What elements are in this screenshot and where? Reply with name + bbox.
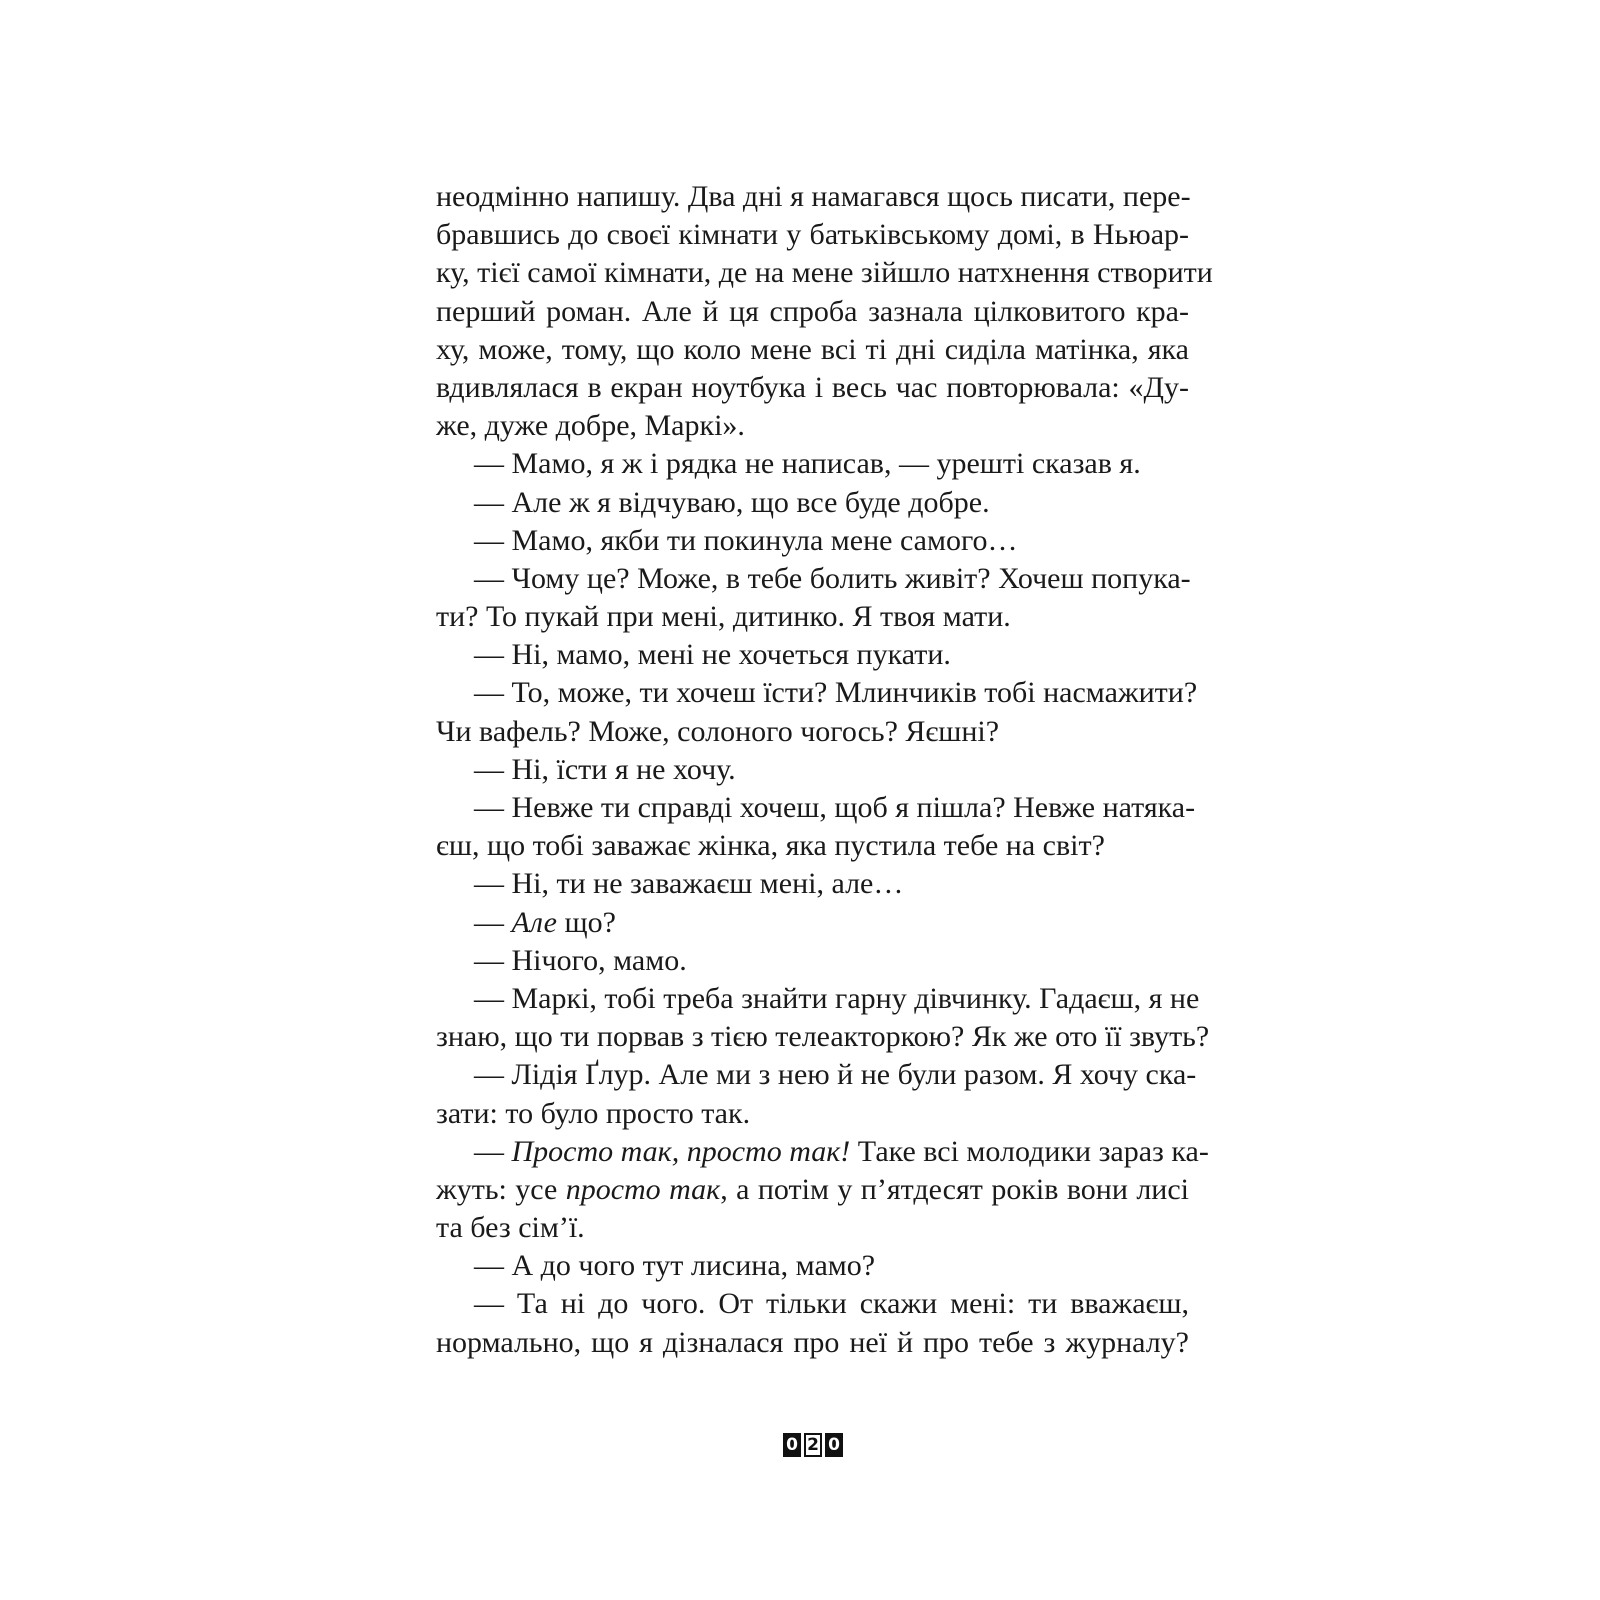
text-line xyxy=(436,1171,1189,1209)
text-span: Таке всі молодики зараз ка- xyxy=(850,1134,1209,1168)
dialogue-line: — Але ж я відчуваю, що все буде добре. xyxy=(474,485,990,519)
dialogue-line xyxy=(436,1133,1209,1171)
dialogue-line: — Ні, їсти я не хочу. xyxy=(474,752,736,786)
text-line: неодмінно напишу. Два дні я намагався щось писати, пере- xyxy=(436,180,1191,213)
dialogue-line: — Лідія Ґлур. Але ми з нею й не були разом. Я хочу ска- xyxy=(474,1058,1197,1092)
text-span: — xyxy=(474,1134,512,1168)
italic-span: просто так xyxy=(565,1172,721,1206)
dialogue-line: — Ні, мамо, мені не хочеться пукати. xyxy=(474,638,951,672)
dialogue-line: — Ні, ти не заважаєш мені, але… xyxy=(474,867,904,901)
text-line: зати: то було просто так. xyxy=(436,1096,751,1130)
page-text xyxy=(436,178,1213,1362)
dialogue-line xyxy=(436,904,1189,942)
text-line: же, дуже добре, Маркі». xyxy=(436,409,745,443)
text-span: — xyxy=(474,905,512,939)
dialogue-line: — Мамо, якби ти покинула мене самого… xyxy=(474,523,1018,557)
page-number-digit: 2 xyxy=(804,1433,822,1457)
dialogue-line: — Чому це? Може, в тебе болить живіт? Хочеш попука- xyxy=(474,561,1191,595)
dialogue-line: — Нічого, мамо. xyxy=(474,943,687,977)
text-span: , а потім у п’ятдесят років вони лисі xyxy=(720,1172,1189,1206)
page-number xyxy=(783,1433,843,1457)
text-line: ху, може, тому, що коло мене всі ті дні сиділа матінка, яка xyxy=(436,332,1189,366)
page-number-digit: 0 xyxy=(825,1433,843,1457)
dialogue-line: — Маркі, тобі треба знайти гарну дівчинку. Гадаєш, я не xyxy=(474,981,1200,1015)
text-line: та без сім’ї. xyxy=(436,1211,585,1245)
dialogue-line: — А до чого тут лисина, мамо? xyxy=(474,1249,876,1283)
text-line: Чи вафель? Може, солоного чогось? Яєшні? xyxy=(436,714,1000,748)
text-line: ку, тієї самої кімнати, де на мене зійшло натхнення створити xyxy=(436,256,1213,290)
italic-span: Просто так, просто так! xyxy=(511,1134,851,1168)
dialogue-line: — Мамо, я ж і рядка не написав, — урешті сказав я. xyxy=(474,447,1141,481)
italic-span: Але xyxy=(511,905,557,939)
text-line: єш, що тобі заважає жінка, яка пустила тебе на світ? xyxy=(436,829,1105,863)
text-span: жуть: усе xyxy=(436,1172,566,1206)
text-line: вдивлялася в екран ноутбука і весь час повторювала: «Ду- xyxy=(436,370,1189,404)
text-line: перший роман. Але й ця спроба зазнала цілковитого кра- xyxy=(436,294,1189,328)
page-number-digit: 0 xyxy=(783,1433,801,1457)
dialogue-line: — Та ні до чого. От тільки скажи мені: ти вважаєш, xyxy=(474,1287,1189,1321)
text-line: ти? То пукай при мені, дитинко. Я твоя мати. xyxy=(436,600,1011,634)
text-line: нормально, що я дізналася про неї й про тебе з журналу? xyxy=(436,1325,1189,1359)
dialogue-line: — Невже ти справді хочеш, щоб я пішла? Невже натяка- xyxy=(474,791,1196,824)
text-line: знаю, що ти порвав з тією телеакторкою? Як же ото її звуть? xyxy=(436,1020,1210,1054)
text-span: що? xyxy=(556,905,616,939)
dialogue-line: — То, може, ти хочеш їсти? Млинчиків тобі насмажити? xyxy=(474,676,1198,710)
text-line: бравшись до своєї кімнати у батьківському домі, в Ньюар- xyxy=(436,218,1189,252)
